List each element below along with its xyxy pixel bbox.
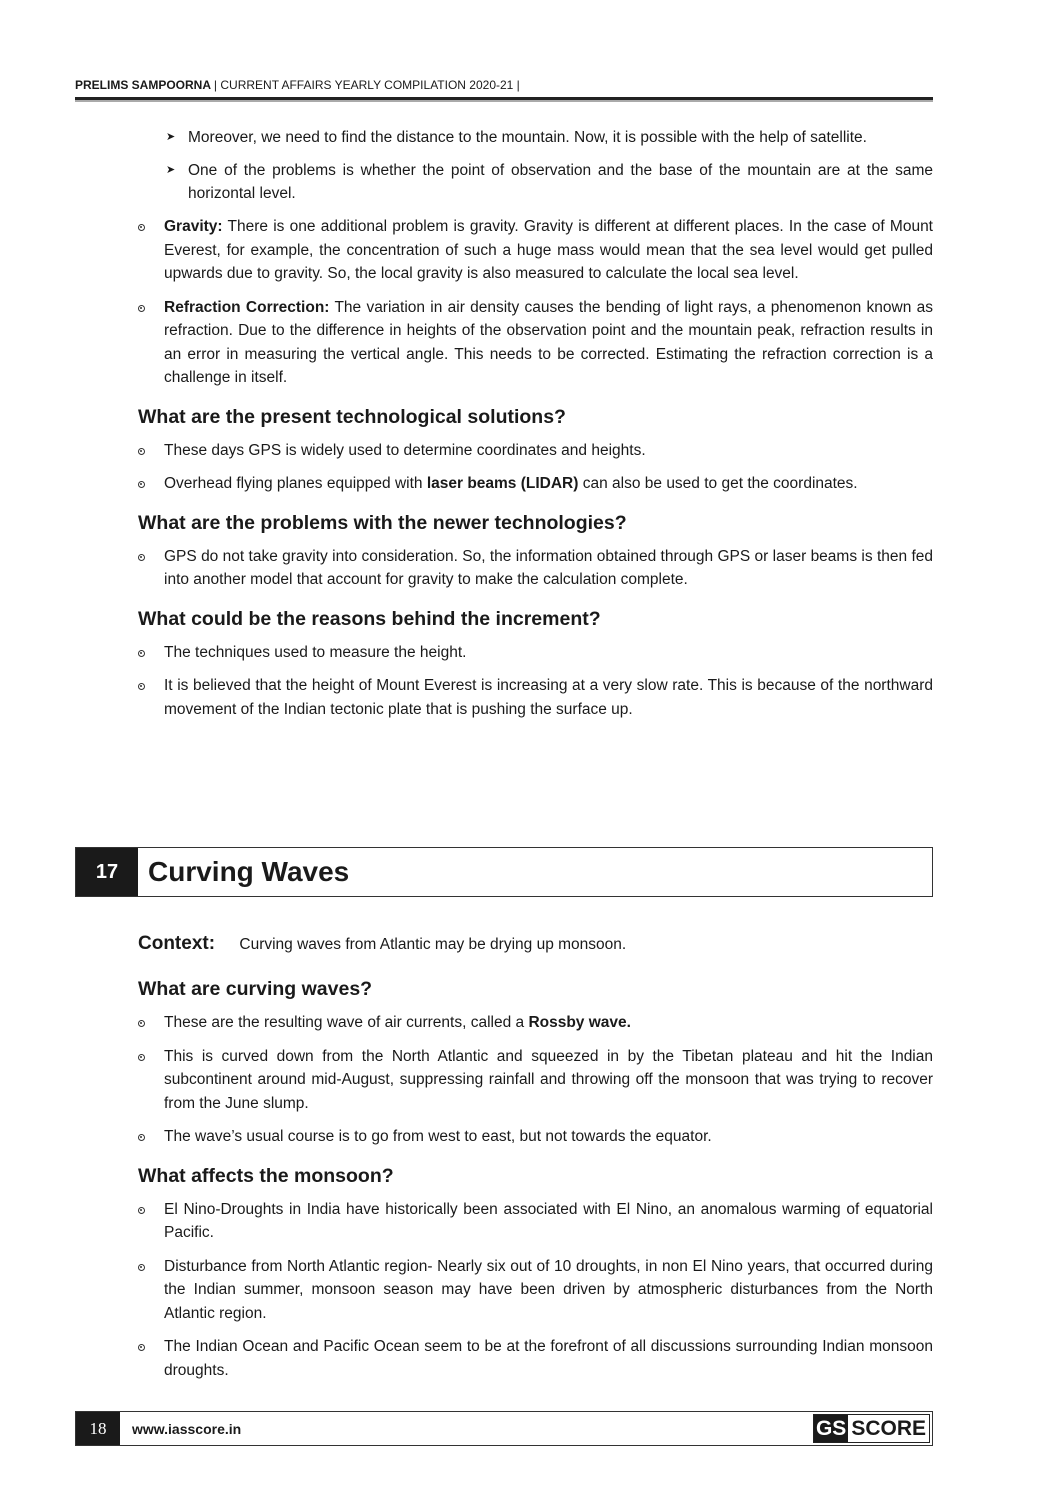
running-header	[75, 78, 933, 92]
section-heading: What are curving waves?	[138, 978, 373, 1000]
bullet-icon	[138, 305, 145, 312]
bullet-icon	[138, 1264, 145, 1271]
list-item: ➤ One of the problems is whether the point of observation and the base of the mountain are at the same horizontal level.	[166, 159, 933, 205]
bullet-list	[138, 439, 933, 496]
bullet-icon	[138, 1054, 145, 1061]
context-label: Context:	[138, 933, 216, 954]
section-heading: What could be the reasons behind the increment?	[138, 607, 601, 630]
bullet-icon	[138, 1344, 145, 1351]
list-item: GPS do not take gravity into consideration. So, the information obtained through GPS or laser beams is then fed into another model that account for gravity to make the calculation complete.	[138, 545, 933, 592]
context-text: Curving waves from Atlantic may be drying up monsoon.	[239, 936, 627, 953]
list-item: These are the resulting wave of air currents, called a Rossby wave.	[138, 1011, 933, 1035]
bullet-icon	[138, 650, 145, 657]
bullet-list	[138, 641, 933, 722]
bullet-icon	[138, 1207, 145, 1214]
challenges-list	[138, 215, 933, 390]
bullet-icon	[138, 481, 145, 488]
bullet-list	[138, 1011, 933, 1149]
article-number: 17	[76, 848, 138, 896]
list-item: ➤ Moreover, we need to find the distance to the mountain. Now, it is possible with the help of satellite.	[166, 126, 933, 149]
sub-bullet-list	[166, 126, 933, 205]
list-item: These days GPS is widely used to determine coordinates and heights.	[138, 439, 933, 463]
list-item: This is curved down from the North Atlantic and squeezed in by the Tibetan plateau and hit the Indian subcontinent around mid-August, suppressing rainfall and throwing off the monsoon that was trying to recover from the June slump.	[138, 1045, 933, 1116]
arrow-bullet-icon: ➤	[166, 164, 176, 176]
gsscore-logo	[813, 1414, 930, 1443]
bullet-icon	[138, 683, 145, 690]
list-item: The Indian Ocean and Pacific Ocean seem to be at the forefront of all discussions surrounding Indian monsoon droughts.	[138, 1335, 933, 1382]
bullet-list	[138, 545, 933, 592]
main-content-upper	[138, 126, 933, 731]
bullet-icon	[138, 448, 145, 455]
list-item: Disturbance from North Atlantic region- Nearly six out of 10 droughts, in non El Nino years, that occurred during the Indian summer, monsoon season may have been driven by atmospheric disturbances from the North Atlantic region.	[138, 1255, 933, 1326]
article-title-bar	[75, 847, 933, 897]
bullet-icon	[138, 554, 145, 561]
bullet-icon	[138, 1020, 145, 1027]
article-title: Curving Waves	[148, 856, 350, 887]
bullet-icon	[138, 1134, 145, 1141]
main-content-lower	[138, 962, 933, 1392]
list-item: It is believed that the height of Mount Everest is increasing at a very slow rate. This is because of the northward movement of the Indian tectonic plate that is pushing the surface up.	[138, 674, 933, 721]
logo-score: SCORE	[851, 1416, 926, 1440]
arrow-bullet-icon: ➤	[166, 131, 176, 143]
list-item: El Nino-Droughts in India have historically been associated with El Nino, an anomalous warming of equatorial Pacific.	[138, 1198, 933, 1245]
website-link[interactable]: www.iasscore.in	[132, 1420, 242, 1437]
page-footer	[75, 1411, 933, 1446]
bullet-list	[138, 1198, 933, 1383]
section-heading: What affects the monsoon?	[138, 1164, 394, 1187]
bullet-icon	[138, 224, 145, 231]
header-subtitle: | CURRENT AFFAIRS YEARLY COMPILATION 2020-21 |	[213, 78, 520, 92]
header-title: PRELIMS SAMPOORNA	[75, 78, 211, 92]
logo-gs: GS	[814, 1415, 848, 1442]
header-divider	[75, 97, 933, 102]
page-number: 18	[76, 1412, 120, 1445]
list-item: Gravity: There is one additional problem is gravity. Gravity is different at different places. In the case of Mount Everest, for example, the concentration of such a huge mass would mean that the sea level would get pulled upwards due to gravity. So, the local gravity is also measured to calculate the local sea level.	[138, 215, 933, 286]
list-item: The wave’s usual course is to go from west to east, but not towards the equator.	[138, 1125, 933, 1149]
section-heading: What are the present technological solutions?	[138, 405, 566, 428]
list-item: Overhead flying planes equipped with laser beams (LIDAR) can also be used to get the coordinates.	[138, 472, 933, 496]
context-line	[138, 933, 626, 955]
list-item: The techniques used to measure the height.	[138, 641, 933, 665]
section-heading: What are the problems with the newer technologies?	[138, 511, 627, 534]
list-item: Refraction Correction: The variation in air density causes the bending of light rays, a phenomenon known as refraction. Due to the difference in heights of the observation point and the mountain peak, refraction results in an error in measuring the vertical angle. This needs to be corrected. Estimating the refraction correction is a challenge in itself.	[138, 296, 933, 390]
